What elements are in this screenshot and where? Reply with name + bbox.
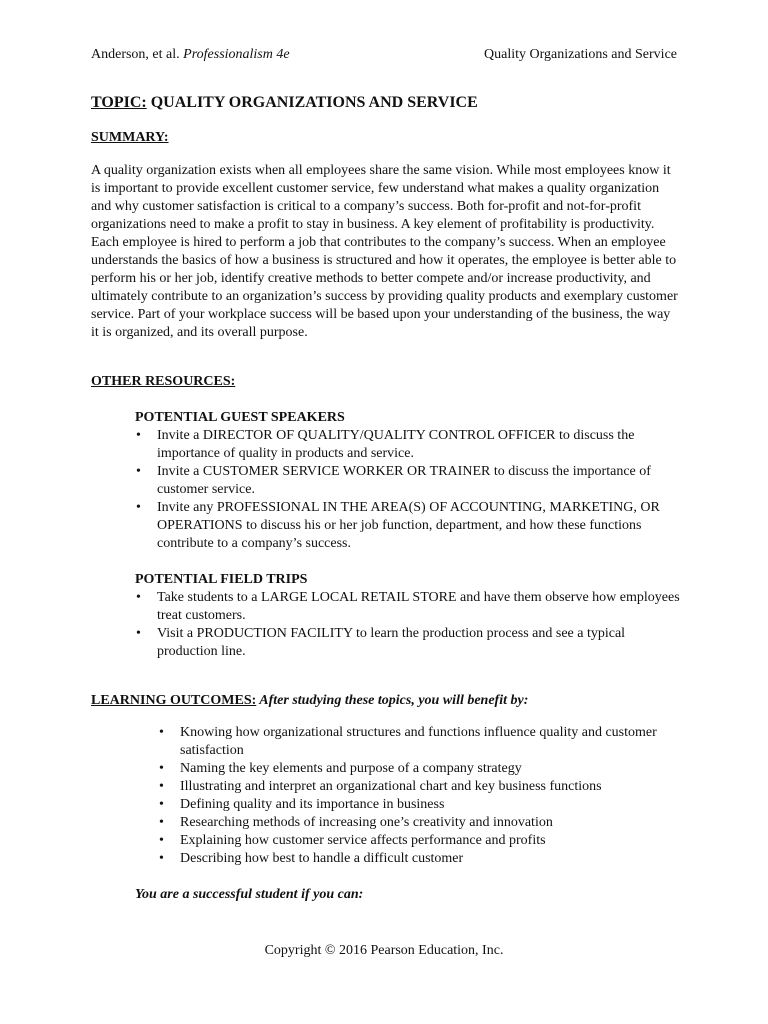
list-item-text: Naming the key elements and purpose of a company strategy (180, 761, 522, 776)
list-item-text: Invite a CUSTOMER SERVICE WORKER OR TRAINER to discuss the importance of customer service. (157, 464, 651, 497)
summary-paragraph: A quality organization exists when all employees share the same vision. While most employees know it is important to provide excellent customer service, few understand what makes a quality organization and why customer satisfaction is critical to a company’s success. Both for-profit and not-for-profit organizations need to make a profit to stay in business. A key element of profitability is productivity. Each employee is hired to perform a job that contributes to the company’s success. When an employee understands the basics of how a business is structured and how it operates, the employee is better able to perform his or her job, identify creative methods to better compete and/or increase productivity, and ultimately contribute to an organization’s success by providing quality products and exemplary customer service. Part of your workplace success will be based upon your understanding of the business, the way it is organized, and its overall purpose. (91, 163, 678, 340)
bullet-icon: • (136, 464, 141, 479)
bullet-icon: • (159, 833, 164, 848)
bullet-icon: • (159, 725, 164, 740)
copyright-footer: Copyright © 2016 Pearson Education, Inc. (264, 943, 504, 958)
success-criteria-heading: You are a successful student if you can: (135, 887, 364, 902)
guest-speakers-list (135, 427, 681, 553)
list-item-text: Take students to a LARGE LOCAL RETAIL STORE and have them observe how employees treat customers. (157, 590, 680, 623)
list-item (158, 778, 681, 796)
bullet-icon: • (159, 797, 164, 812)
learning-outcomes-subheading: After studying these topics, you will benefit by: (256, 693, 529, 708)
list-item (135, 625, 681, 661)
learning-outcomes-list (158, 724, 681, 868)
bullet-icon: • (136, 428, 141, 443)
running-header (91, 46, 677, 64)
header-book-title: Professionalism 4e (183, 47, 290, 62)
list-item-text: Invite any PROFESSIONAL IN THE AREA(S) OF ACCOUNTING, MARKETING, OR OPERATIONS to discuss his or her job function, department, and how these functions contribute to a company’s success. (157, 500, 660, 551)
header-author-title (91, 46, 290, 64)
list-item-text: Invite a DIRECTOR OF QUALITY/QUALITY CONTROL OFFICER to discuss the importance of quality in products and service. (157, 428, 635, 461)
list-item (158, 814, 681, 832)
list-item-text: Illustrating and interpret an organizational chart and key business functions (180, 779, 602, 794)
list-item-text: Researching methods of increasing one’s creativity and innovation (180, 815, 553, 830)
list-item (158, 724, 681, 760)
bullet-icon: • (159, 779, 164, 794)
header-chapter-title: Quality Organizations and Service (484, 47, 677, 62)
list-item (158, 832, 681, 850)
header-authors: Anderson, et al. (91, 47, 184, 62)
page-content (91, 93, 681, 918)
topic-heading (91, 93, 681, 113)
field-trips-list (135, 589, 681, 661)
list-item (158, 760, 681, 778)
bullet-icon: • (159, 851, 164, 866)
bullet-icon: • (136, 590, 141, 605)
bullet-icon: • (136, 500, 141, 515)
topic-title: QUALITY ORGANIZATIONS AND SERVICE (146, 94, 478, 111)
bullet-icon: • (159, 815, 164, 830)
list-item-text: Visit a PRODUCTION FACILITY to learn the production process and see a typical production line. (157, 626, 626, 659)
field-trips-section (135, 571, 681, 661)
list-item-text: Defining quality and its importance in business (180, 797, 445, 812)
list-item-text: Describing how best to handle a difficult customer (180, 851, 464, 866)
learning-outcomes-label: LEARNING OUTCOMES: (91, 693, 257, 708)
learning-outcomes-heading (91, 692, 681, 710)
guest-speakers-section (135, 409, 681, 553)
list-item-text: Explaining how customer service affects performance and profits (180, 833, 546, 848)
list-item-text: Knowing how organizational structures and functions influence quality and customer satisfaction (180, 725, 657, 758)
topic-label: TOPIC: (91, 94, 147, 111)
bullet-icon: • (159, 761, 164, 776)
summary-heading: SUMMARY: (91, 130, 169, 145)
list-item (158, 796, 681, 814)
guest-speakers-heading: POTENTIAL GUEST SPEAKERS (135, 410, 345, 425)
list-item (135, 589, 681, 625)
list-item (158, 850, 681, 868)
list-item (135, 463, 681, 499)
list-item (135, 427, 681, 463)
field-trips-heading: POTENTIAL FIELD TRIPS (135, 572, 308, 587)
bullet-icon: • (136, 626, 141, 641)
other-resources-heading: OTHER RESOURCES: (91, 374, 236, 389)
list-item (135, 499, 681, 553)
